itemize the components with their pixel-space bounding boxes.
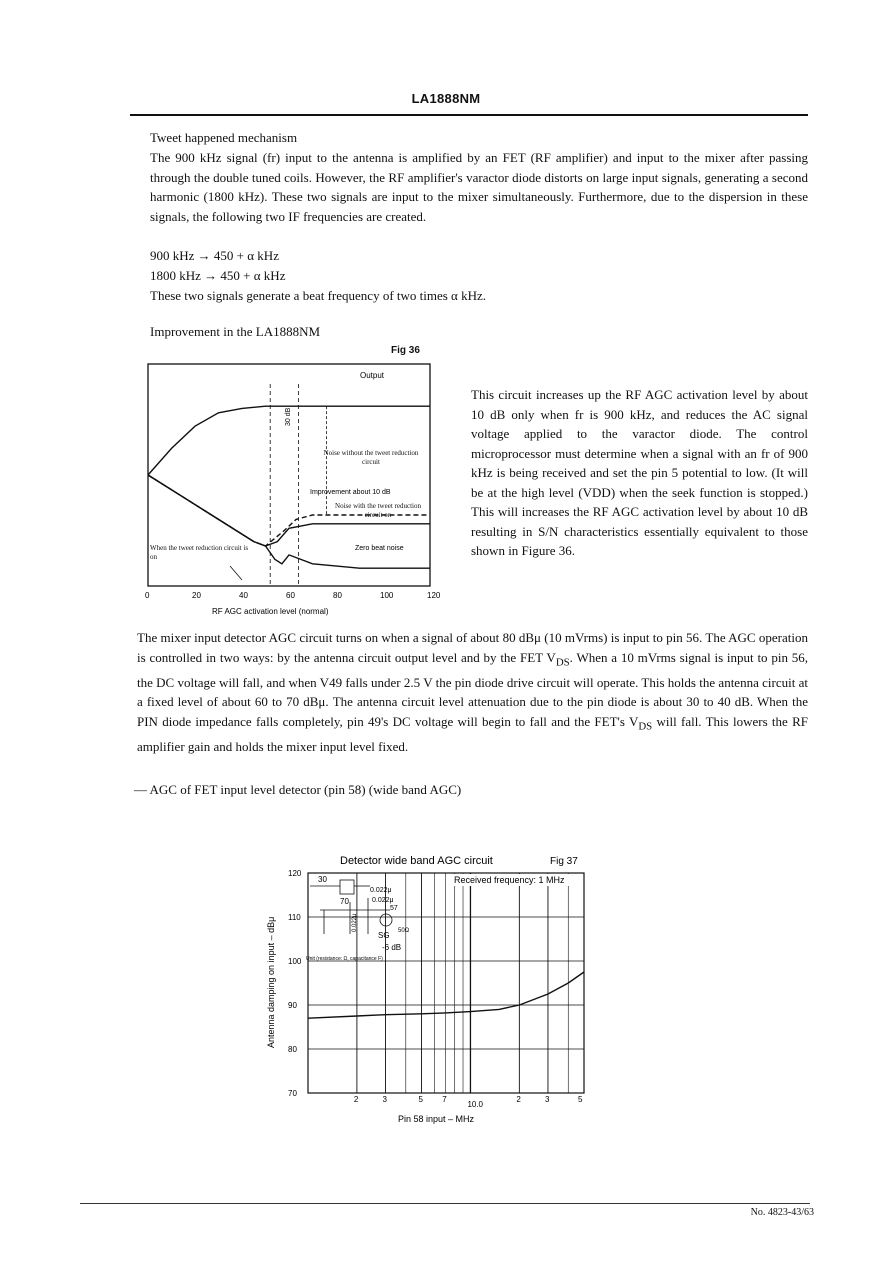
f36-label-30db: 30 dB: [285, 407, 292, 426]
improvement-heading: Improvement in the LA1888NM: [150, 324, 321, 339]
f36-label-noise-with: Noise with the tweet reduction circuit on: [335, 502, 421, 519]
mixer-text-1: The mixer input detector AGC circuit turns on when a signal of about 80 dBμ (10 mVrms) is input to pin 56. The AGC operation is controlled in two ways: by the antenna circuit output level and by the FET V: [137, 630, 808, 665]
f37-ylabel: Antenna damping on input – dBμ: [266, 916, 276, 1048]
f36-label-noise-without: Noise without the tweet reduction circuit: [323, 449, 419, 466]
f37-ytick: 100: [288, 957, 302, 966]
header-rule: [130, 114, 808, 116]
f37-xtick: 3: [382, 1095, 387, 1104]
improvement-side-text: This circuit increases up the RF AGC activation level by about 10 dB only when fr is 900 kHz, and reduces the AC signal voltage applied to the varactor diode. The control microprocessor must determine when a signal with an fr of 900 kHz is being received and set the pin 5 potential to low. (It will be at the high level (VDD) when the seek function is stopped.) This will increases the RF AGC activation level by about 10 dB resulting in S/N characteristics essentially equivalent to those shown in Figure 36.: [471, 387, 808, 558]
f37-xtick: 2: [353, 1095, 359, 1104]
f36-label-zero-beat: Zero beat noise: [355, 545, 404, 552]
f37-inset-circuit: [306, 875, 410, 962]
svg-text:30: 30: [318, 875, 327, 884]
tweet-heading: Tweet happened mechanism: [150, 130, 298, 145]
fig36-label: Fig 36: [391, 345, 420, 356]
f36-xtick: 20: [192, 591, 201, 600]
f37-xtick: 3: [544, 1095, 550, 1104]
f37-xtick: 5: [418, 1095, 424, 1104]
fig37-chart: [260, 848, 600, 1128]
f36-xtick: 80: [333, 591, 342, 600]
f36-label-when-on: When the tweet reduction circuit is on: [150, 544, 249, 561]
f37-xtick: 2: [516, 1095, 521, 1104]
footer-rule: [80, 1203, 810, 1204]
f36-pointer-line: [230, 566, 242, 580]
f37-unit-note: Unit (resistance: Ω, capacitance F): [306, 956, 383, 962]
f36-xtick: 120: [427, 591, 441, 600]
f36-label-improvement: Improvement about 10 dB: [310, 489, 391, 496]
equation-900: 900 kHz → 450 + α kHz: [150, 248, 279, 263]
svg-text:0.022μ: 0.022μ: [372, 897, 394, 904]
f36-xtick: 40: [239, 591, 248, 600]
svg-text:50Ω: 50Ω: [398, 928, 410, 934]
equation-1800: 1800 kHz → 450 + α kHz: [150, 268, 286, 283]
f37-xtick: 5: [578, 1095, 583, 1104]
f36-xlabel: RF AGC activation level (normal): [212, 607, 329, 616]
svg-text:0.022μ: 0.022μ: [370, 887, 392, 894]
f37-xlabel: Pin 58 input – MHz: [398, 1114, 475, 1124]
page-header-title: LA1888NM: [411, 91, 481, 106]
svg-text:-6 dB: -6 dB: [382, 943, 402, 952]
f36-label-output: Output: [360, 371, 385, 380]
f37-ytick: 80: [288, 1045, 297, 1054]
f37-ytick: 70: [288, 1089, 297, 1098]
agc-fet-heading: — AGC of FET input level detector (pin 58) (wide band AGC): [134, 782, 462, 797]
mixer-text-3: will fall. This lowers the RF amplifier gain and holds the mixer input level fixed.: [137, 713, 808, 754]
f36-xtick: 0: [145, 591, 150, 600]
vds-subscript-2: DS: [638, 720, 653, 733]
document-number: No. 4823-43/63: [750, 1207, 814, 1218]
beat-frequency-text: These two signals generate a beat frequency of two times α kHz.: [150, 288, 487, 303]
f36-xtick: 60: [286, 591, 295, 600]
svg-text:SG: SG: [378, 931, 390, 940]
f37-ytick: 110: [288, 913, 301, 922]
f37-fig-label: Fig 37: [550, 856, 578, 867]
f37-frame: [308, 873, 584, 1093]
tweet-body: The 900 kHz signal (fr) input to the antenna is amplified by an FET (RF amplifier) and input to the mixer after passing through the double tuned coils. However, the RF amplifier's varactor diode distorts on large input signals, generating a second harmonic (1800 kHz). These two signals are input to the mixer simultaneously. Furthermore, due to the dispersion in these signals, the following two IF frequencies are created.: [150, 150, 808, 224]
f36-xtick: 100: [380, 591, 394, 600]
mixer-text-2: . When a 10 mVrms signal is input to pin 56, the DC voltage will fall, and when V49 falls under 2.5 V the pin diode drive circuit will operate. This holds the antenna circuit at a fixed level of about 60 to 70 dBμ. The antenna circuit level attenuation due to the pin diode is about 30 to 40 dB. When the PIN diode impedance falls completely, pin 49's DC voltage will begin to fall and the FET's V: [137, 649, 808, 729]
vds-subscript-1: DS: [555, 656, 570, 669]
f37-title: Detector wide band AGC circuit: [340, 855, 493, 867]
svg-text:0.022μ: 0.022μ: [352, 913, 358, 932]
f37-xtick: 7: [442, 1095, 447, 1104]
svg-text:70: 70: [340, 897, 349, 906]
f37-ytick: 120: [288, 869, 302, 878]
f37-series-0: [308, 972, 584, 1018]
f37-xtick: 10.0: [467, 1100, 484, 1109]
svg-text:57: 57: [390, 905, 398, 912]
f37-legend: Received frequency: 1 MHz: [454, 875, 565, 885]
f37-ytick: 90: [288, 1001, 297, 1010]
mixer-agc-paragraph: [137, 628, 808, 756]
fig36-chart: [130, 356, 450, 620]
